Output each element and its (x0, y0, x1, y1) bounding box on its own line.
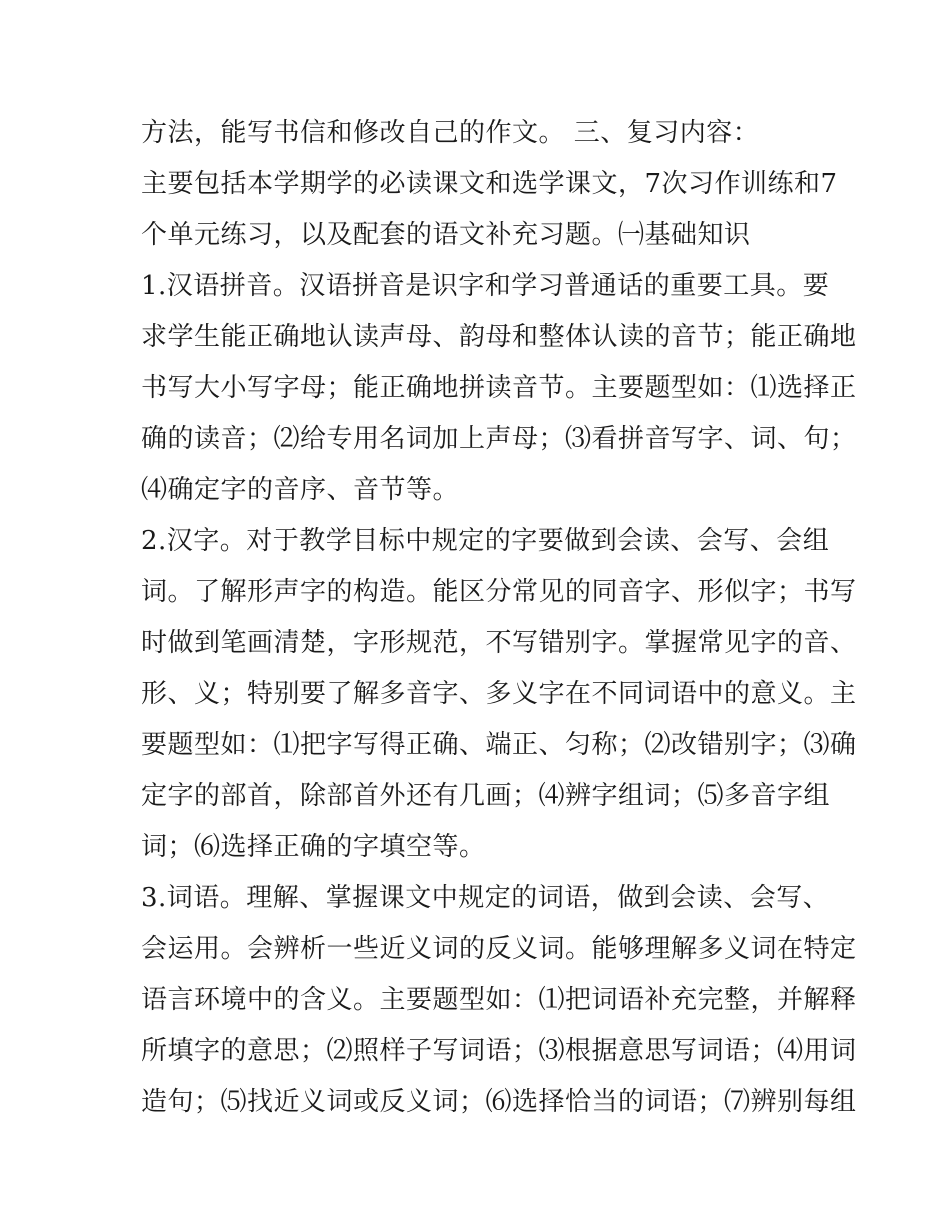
text-line: 词。了解形声字的构造。能区分常见的同音字、形似字；书写 (141, 577, 857, 607)
text-line: 词；⑹选择正确的字填空等。 (141, 832, 486, 862)
text-line: 方法，能写书信和修改自己的作文。 三、复习内容： (141, 118, 760, 148)
text-line: ⑷确定字的音序、音节等。 (141, 475, 460, 505)
text-line: 3.词语。理解、掌握课文中规定的词语，做到会读、会写、 (141, 883, 830, 913)
text-line: 所填字的意思；⑵照样子写词语；⑶根据意思写词语；⑷用词 (141, 1036, 857, 1066)
text-line: 造句；⑸找近义词或反义词；⑹选择恰当的词语；⑺辨别每组 (141, 1087, 857, 1117)
text-line: 定字的部首，除部首外还有几画；⑷辨字组词；⑸多音字组 (141, 781, 831, 811)
document-body (141, 108, 857, 1128)
text-line: 要题型如：⑴把字写得正确、端正、匀称；⑵改错别字；⑶确 (141, 730, 857, 760)
text-line: 主要包括本学期学的必读课文和选学课文，7次习作训练和7 (141, 169, 838, 199)
text-line: 语言环境中的含义。主要题型如：⑴把词语补充完整，并解释 (141, 985, 857, 1015)
text-line: 确的读音；⑵给专用名词加上声母；⑶看拼音写字、词、句； (141, 424, 857, 454)
text-line: 个单元练习，以及配套的语文补充习题。㈠基础知识 (141, 220, 751, 250)
text-line: 2.汉字。对于教学目标中规定的字要做到会读、会写、会组 (141, 526, 830, 556)
text-line: 时做到笔画清楚，字形规范，不写错别字。掌握常见字的音、 (141, 628, 857, 658)
text-line: 形、义；特别要了解多音字、多义字在不同词语中的意义。主 (141, 679, 857, 709)
text-line: 1.汉语拼音。汉语拼音是识字和学习普通话的重要工具。要 (141, 271, 830, 301)
text-line: 书写大小写字母；能正确地拼读音节。主要题型如：⑴选择正 (141, 373, 857, 403)
text-line: 求学生能正确地认读声母、韵母和整体认读的音节；能正确地 (141, 322, 857, 352)
text-line: 会运用。会辨析一些近义词的反义词。能够理解多义词在特定 (141, 934, 857, 964)
